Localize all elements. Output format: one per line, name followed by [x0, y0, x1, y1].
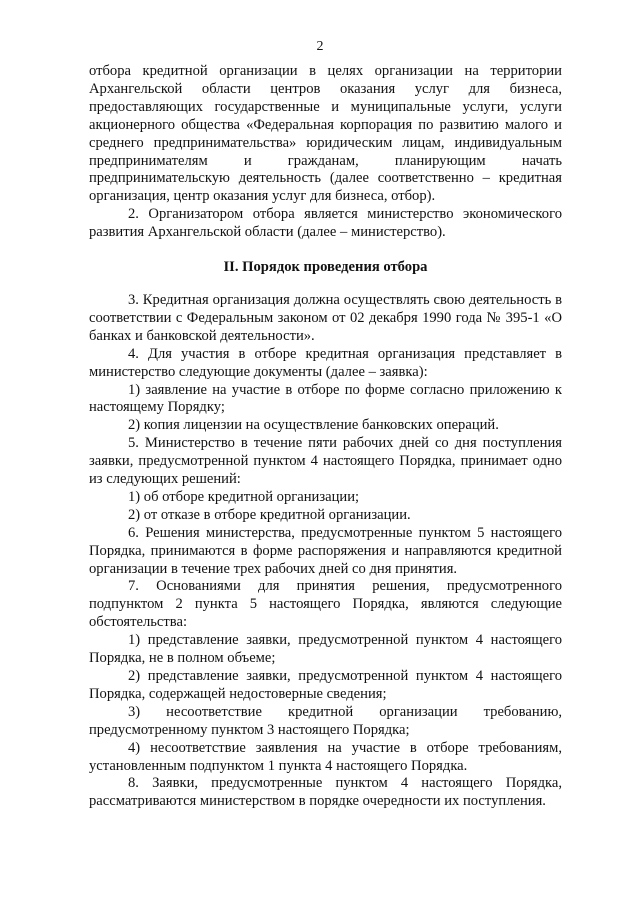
paragraph-7-item-3: 3) несоответствие кредитной организации требованию, предусмотренному пунктом 3 настоящего Порядка; — [89, 703, 562, 738]
section-title: II. Порядок проведения отбора — [223, 259, 428, 276]
paragraph-4-item-2: 2) копия лицензии на осуществление банковских операций. — [128, 417, 499, 434]
document-body — [89, 63, 562, 811]
paragraph-3: 3. Кредитная организация должна осуществлять свою деятельность в соответствии с Федеральным законом от 02 декабря 1990 года № 395-1 «О банках и банковской деятельности». — [89, 291, 562, 344]
paragraph-5-item-1: 1) об отборе кредитной организации; — [128, 488, 360, 505]
paragraph-8: 8. Заявки, предусмотренные пунктом 4 настоящего Порядка, рассматриваются министерством в порядке очередности их поступления. — [89, 775, 562, 810]
paragraph-7-item-1: 1) представление заявки, предусмотренной пунктом 4 настоящего Порядка, не в полном объеме; — [89, 632, 562, 667]
paragraph-5: 5. Министерство в течение пяти рабочих дней со дня поступления заявки, предусмотренной пунктом 4 настоящего Порядка, принимает одно из следующих решений: — [89, 435, 562, 488]
paragraph-7-item-4: 4) несоответствие заявления на участие в отборе требованиям, установленным подпунктом 1 пункта 4 настоящего Порядка. — [89, 739, 562, 774]
paragraph-5-item-2: 2) от отказе в отборе кредитной организации. — [128, 506, 411, 523]
page-number: 2 — [316, 39, 324, 54]
paragraph-4: 4. Для участия в отборе кредитная организация представляет в министерство следующие документы (далее – заявка): — [89, 345, 562, 380]
paragraph-4-item-1: 1) заявление на участие в отборе по форме согласно приложению к настоящему Порядку; — [89, 381, 562, 416]
paragraph-6: 6. Решения министерства, предусмотренные пунктом 5 настоящего Порядка, принимаются в форме распоряжения и направляются кредитной организации в течение трех рабочих дней со дня принятия. — [89, 524, 562, 577]
paragraph-7-item-2: 2) представление заявки, предусмотренной пунктом 4 настоящего Порядка, содержащей недостоверные сведения; — [89, 668, 562, 702]
paragraph-continuation: отбора кредитной организации в целях организации на территории Архангельской области центров оказания услуг для бизнеса, предоставляющих государственные и муниципальные услуги, услуги акционерного общества «Федеральная корпорация по развитию малого и среднего предпринимательства» юридическим лицам, индивидуальным предпринимателям и гражданам, планирующим начать предпринимательскую деятельность (далее соответственно – кредитная организация, центр оказания услуг для бизнеса, отбор). — [89, 63, 562, 205]
paragraph-7: 7. Основаниями для принятия решения, предусмотренного подпунктом 2 пункта 5 настоящего Порядка, являются следующие обстоятельства: — [89, 578, 562, 631]
paragraph-2: 2. Организатором отбора является министерство экономического развития Архангельской области (далее – министерство). — [89, 206, 562, 241]
